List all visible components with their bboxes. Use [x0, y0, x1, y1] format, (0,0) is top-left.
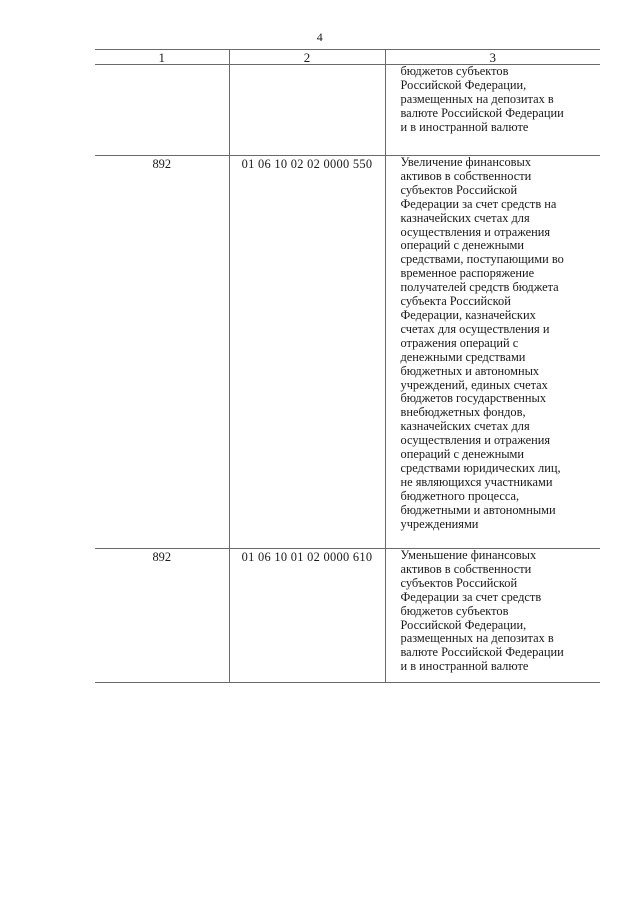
description-line: Федерации, казначейских: [400, 307, 536, 322]
description-line: осуществления и отражения: [400, 433, 551, 448]
description-cell: [385, 549, 600, 683]
description-line: учреждениями: [400, 516, 479, 531]
column-header-2: 2: [229, 50, 385, 65]
table-header-row: [95, 50, 600, 65]
description-line: Увеличение финансовых: [400, 155, 532, 169]
description-line: казначейских счетах для: [400, 210, 530, 225]
description-line: получателей средств бюджета: [400, 280, 559, 295]
description-line: средствами юридических лиц,: [400, 460, 561, 475]
table-row: [95, 156, 600, 549]
admin-code-cell: 892: [95, 156, 229, 549]
description-line: активов в собственности: [400, 561, 532, 576]
description-line: операций с денежными: [400, 238, 525, 253]
column-header-1: 1: [95, 50, 229, 65]
description-line: учреждений, единых счетах: [400, 377, 548, 392]
description-line: денежными средствами: [400, 349, 526, 364]
table-row: [95, 549, 600, 683]
table-row: [95, 65, 600, 156]
description-line: бюджетов государственных: [400, 391, 547, 406]
column-header-3: 3: [385, 50, 600, 65]
description-line: бюджетного процесса,: [400, 488, 520, 503]
description-line: и в иностранной валюте: [400, 659, 529, 674]
admin-code-cell: [95, 65, 229, 156]
description-line: субъектов Российской: [400, 575, 518, 590]
description-line: размещенных на депозитах в: [400, 91, 554, 106]
admin-code-cell: 892: [95, 549, 229, 683]
description-line: Уменьшение финансовых: [400, 548, 537, 562]
description-line: Федерации за счет средств на: [400, 196, 557, 211]
description-line: субъекта Российской: [400, 294, 511, 309]
description-line: и в иностранной валюте: [400, 119, 529, 134]
description-line: счетах для осуществления и: [400, 321, 550, 336]
description-line: Российской Федерации,: [400, 617, 527, 632]
description-line: отражения операций с: [400, 335, 519, 350]
classification-code-cell: 01 06 10 01 02 0000 610: [229, 549, 385, 683]
classification-code-cell: 01 06 10 02 02 0000 550: [229, 156, 385, 549]
description-line: субъектов Российской: [400, 182, 518, 197]
description-line: бюджетов субъектов: [400, 603, 509, 618]
description-line: средствами, поступающими во: [400, 252, 564, 267]
description-line: бюджетных и автономных: [400, 363, 540, 378]
description-line: операций с денежными: [400, 447, 525, 462]
description-line: активов в собственности: [400, 168, 532, 183]
description-line: валюте Российской Федерации: [400, 645, 564, 660]
description-line: казначейских счетах для: [400, 419, 530, 434]
description-line: бюджетными и автономными: [400, 502, 556, 517]
description-line: внебюджетных фондов,: [400, 405, 526, 420]
budget-classification-table: [95, 49, 600, 683]
description-line: не являющихся участниками: [400, 474, 553, 489]
description-line: размещенных на депозитах в: [400, 631, 554, 646]
description-line: Российской Федерации,: [400, 77, 527, 92]
description-cell: [385, 156, 600, 549]
description-line: временное распоряжение: [400, 266, 535, 281]
description-cell: [385, 65, 600, 156]
description-line: Федерации за счет средств: [400, 589, 542, 604]
description-line: бюджетов субъектов: [400, 64, 509, 78]
page-number: 4: [316, 30, 324, 44]
description-line: осуществления и отражения: [400, 224, 551, 239]
description-line: валюте Российской Федерации: [400, 105, 564, 120]
classification-code-cell: [229, 65, 385, 156]
